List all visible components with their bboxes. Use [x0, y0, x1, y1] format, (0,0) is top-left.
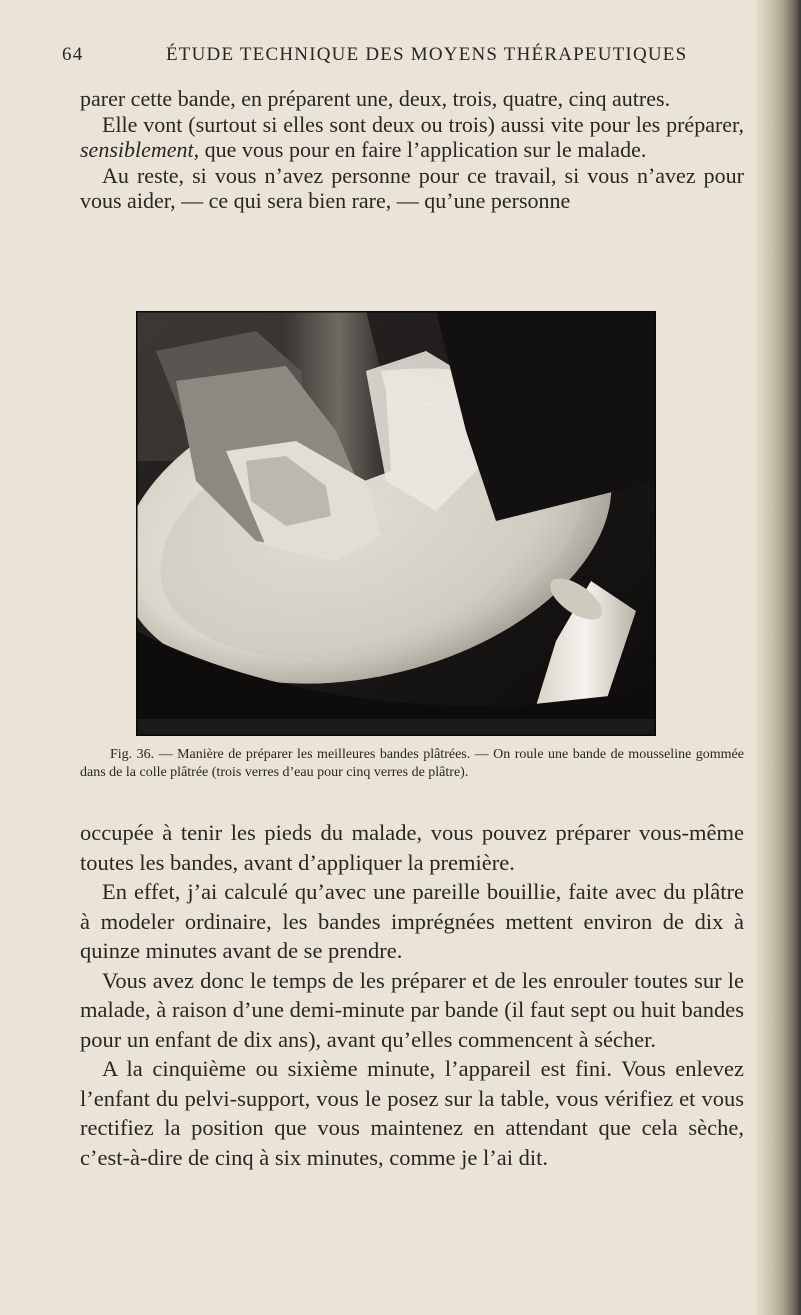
- paragraph-text: Elle vont (surtout si elles sont deux ou trois) aussi vite pour les préparer,: [102, 111, 744, 137]
- italic-word: sensiblement: [80, 137, 194, 163]
- paragraph: parer cette bande, en préparent une, deux, trois, quatre, cinq autres.: [80, 86, 671, 111]
- caption-text: Fig. 36. — Manière de préparer les meilleures bandes plâtrées. — On roule une bande de mousseline gommée dans de la colle plâtrée (trois verres d’eau pour cinq verres de plâtre).: [80, 747, 744, 780]
- running-header: [62, 44, 742, 72]
- figure-photograph: [136, 311, 656, 736]
- paragraph: Vous avez donc le temps de les préparer et de les enrouler toutes sur le malade, à raison d’une demi-minute par bande (il faut sept ou huit bandes pour un enfant de dix ans), avant qu’elles commencent à sécher.: [80, 967, 744, 1052]
- book-spine-shadow: [757, 0, 801, 1315]
- paragraph: Au reste, si vous n’avez personne pour ce travail, si vous n’avez pour vous aider, — ce qui sera bien rare, — qu’une personne: [80, 162, 744, 214]
- running-title: ÉTUDE TECHNIQUE DES MOYENS THÉRAPEUTIQUES: [166, 44, 688, 65]
- photo-illustration: [136, 311, 656, 736]
- paragraph: occupée à tenir les pieds du malade, vous pouvez préparer vous-même toutes les bandes, avant d’appliquer la première.: [80, 820, 744, 875]
- paragraph: A la cinquième ou sixième minute, l’appareil est fini. Vous enlevez l’enfant du pelvi-support, vous le posez sur la table, vous vérifiez et vous rectifiez la position que vous maintenez en attendant que cela sèche, c’est-à-dire de cinq à six minutes, comme je l’ai dit.: [80, 1056, 744, 1170]
- paragraph-text: , que vous pour en faire l’application sur le malade.: [193, 137, 647, 163]
- paragraph: En effet, j’ai calculé qu’avec une pareille bouillie, faite avec du plâtre à modeler ordinaire, les bandes imprégnées mettent environ de dix à quinze minutes avant de se prendre.: [80, 879, 744, 963]
- page-number: 64: [62, 44, 84, 65]
- top-text-block: [80, 86, 744, 214]
- bottom-text-block: [80, 818, 744, 1172]
- figure-caption: [80, 746, 744, 782]
- paragraph: [80, 112, 744, 163]
